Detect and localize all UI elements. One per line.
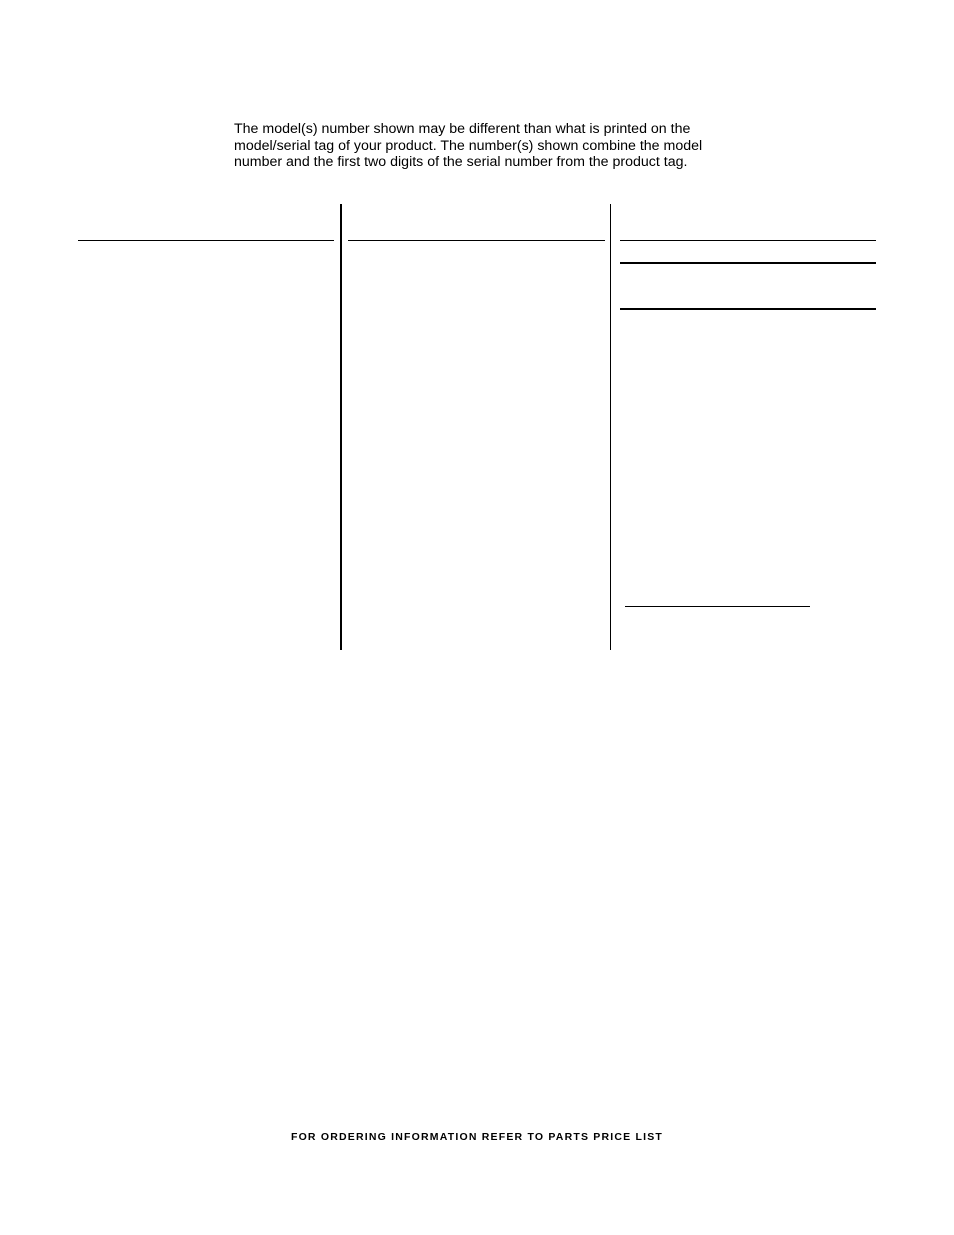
column-1-header-rule [78,240,334,241]
notice-line-1: The model(s) number shown may be different than what is printed on the [234,121,691,137]
ordering-footer: FOR ORDERING INFORMATION REFER TO PARTS PRICE LIST [290,1131,664,1143]
notice-line-2: model/serial tag of your product. The number(s) shown combine the model [234,137,703,154]
notice-paragraph [234,121,754,171]
column-3-rule-2 [620,262,876,264]
column-divider-left [340,204,342,650]
column-divider-right [610,204,611,650]
column-2-header-rule [348,240,605,241]
column-3-header-rule [620,240,876,241]
notice-line-3: number and the first two digits of the serial number from the product tag. [234,154,688,170]
column-3-rule-3 [620,308,876,310]
column-3-short-rule [625,606,810,607]
